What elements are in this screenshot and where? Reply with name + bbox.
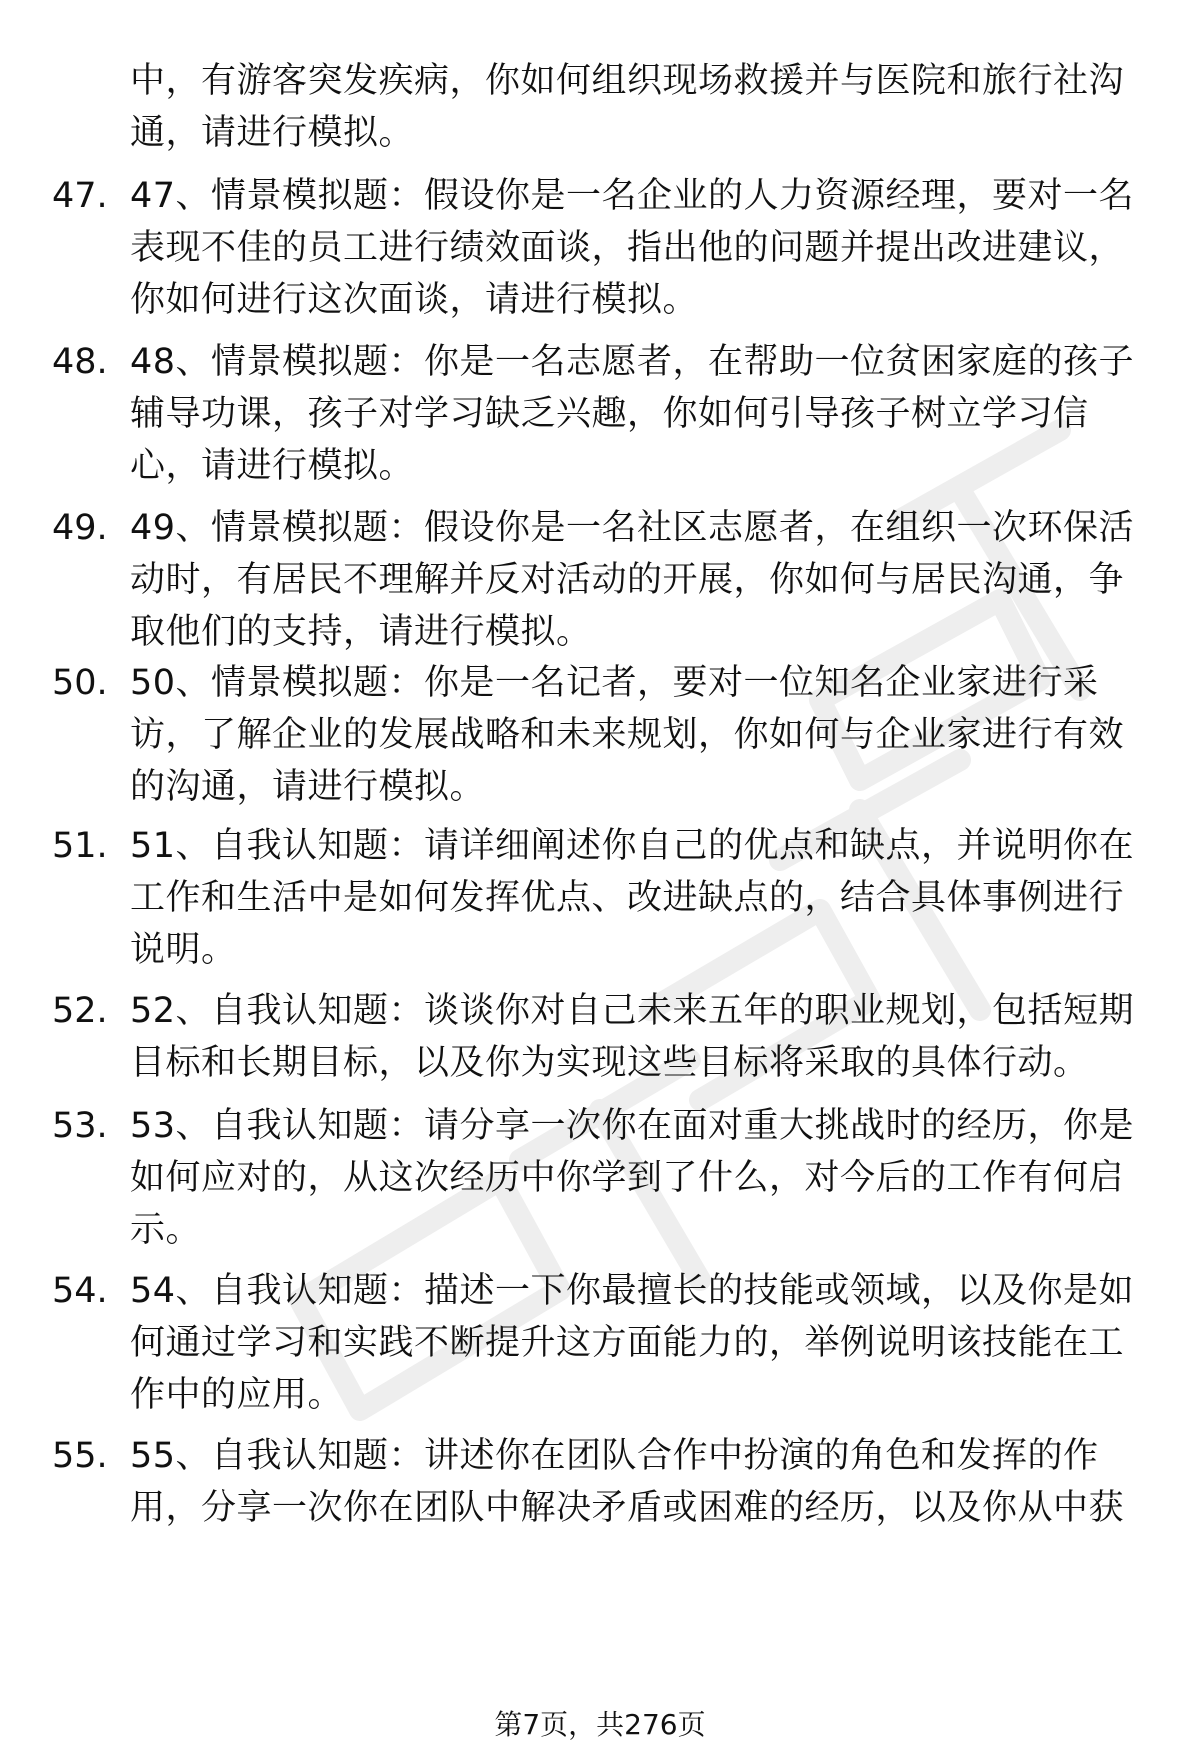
question-text: 47、情景模拟题：假设你是一名企业的人力资源经理，要对一名表现不佳的员工进行绩效面谈，指出他的问题并提出改进建议，你如何进行这次面谈，请进行模拟。 <box>130 176 1135 320</box>
question-text: 48、情景模拟题：你是一名志愿者，在帮助一位贫困家庭的孩子辅导功课，孩子对学习缺乏兴趣，你如何引导孩子树立学习信心，请进行模拟。 <box>130 342 1135 486</box>
question-text: 50、情景模拟题：你是一名记者，要对一位知名企业家进行采访，了解企业的发展战略和未来规划，你如何与企业家进行有效的沟通，请进行模拟。 <box>130 663 1125 807</box>
question-number: 48. <box>52 342 108 382</box>
question-number: 49. <box>52 508 108 548</box>
page-footer: 第7页，共276页 <box>494 1708 706 1741</box>
question-text: 49、情景模拟题：假设你是一名社区志愿者，在组织一次环保活动时，有居民不理解并反对活动的开展，你如何与居民沟通，争取他们的支持，请进行模拟。 <box>130 508 1135 652</box>
question-text: 51、自我认知题：请详细阐述你自己的优点和缺点，并说明你在工作和生活中是如何发挥优点、改进缺点的，结合具体事例进行说明。 <box>130 826 1135 970</box>
question-number: 54. <box>52 1271 108 1311</box>
question-text: 52、自我认知题：谈谈你对自己未来五年的职业规划，包括短期目标和长期目标，以及你为实现这些目标将采取的具体行动。 <box>130 991 1135 1083</box>
question-text: 55、自我认知题：讲述你在团队合作中扮演的角色和发挥的作用，分享一次你在团队中解决矛盾或困难的经历，以及你从中获 <box>130 1436 1125 1528</box>
question-text: 中，有游客突发疾病，你如何组织现场救援并与医院和旅行社沟通，请进行模拟。 <box>130 61 1125 153</box>
question-text: 54、自我认知题：描述一下你最擅长的技能或领域，以及你是如何通过学习和实践不断提升这方面能力的，举例说明该技能在工作中的应用。 <box>130 1271 1135 1415</box>
question-number: 47. <box>52 176 108 216</box>
question-number: 55. <box>52 1436 108 1476</box>
question-number: 52. <box>52 991 108 1031</box>
question-number: 53. <box>52 1106 108 1146</box>
question-number: 50. <box>52 663 108 703</box>
question-number: 51. <box>52 826 108 866</box>
question-text: 53、自我认知题：请分享一次你在面对重大挑战时的经历，你是如何应对的，从这次经历中你学到了什么，对今后的工作有何启示。 <box>130 1106 1135 1250</box>
